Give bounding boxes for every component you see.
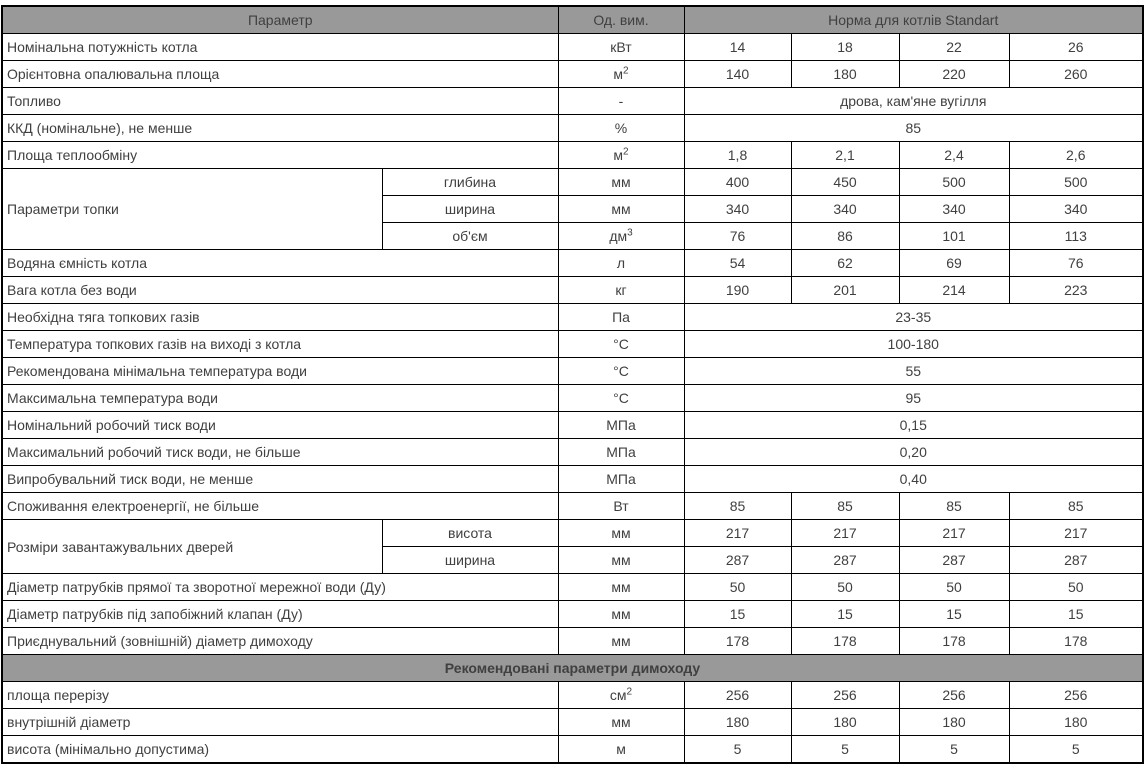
- unit-cell: °С: [558, 385, 684, 412]
- param-label-cell: Топливо: [2, 88, 558, 115]
- unit-cell: мм: [558, 169, 684, 196]
- value-cell: 180: [791, 709, 899, 736]
- param-label-cell: Максимальний робочий тиск води, не більше: [2, 439, 558, 466]
- param-label-cell: Випробувальний тиск води, не менше: [2, 466, 558, 493]
- value-cell: 5: [1009, 736, 1143, 764]
- table-row: [2, 439, 1143, 466]
- param-label-cell: Діаметр патрубків прямої та зворотної мережної води (Ду): [2, 574, 558, 601]
- table-row: [2, 655, 1143, 682]
- param-label-cell: висота (мінімально допустима): [2, 736, 558, 764]
- table-row: [2, 6, 1143, 34]
- value-cell: 500: [1009, 169, 1143, 196]
- value-cell: 178: [684, 628, 791, 655]
- value-cell: 15: [899, 601, 1009, 628]
- value-cell: 214: [899, 277, 1009, 304]
- param-label-cell: Необхідна тяга топкових газів: [2, 304, 558, 331]
- value-cell: 26: [1009, 34, 1143, 61]
- value-cell: 217: [1009, 520, 1143, 547]
- table-row: [2, 385, 1143, 412]
- table-row: [2, 466, 1143, 493]
- param-label-cell: Параметри топки: [2, 169, 382, 250]
- param-label-cell: Водяна ємність котла: [2, 250, 558, 277]
- value-cell: 85: [684, 493, 791, 520]
- value-cell: 500: [899, 169, 1009, 196]
- param-label-cell: Приєднувальний (зовнішній) діаметр димоходу: [2, 628, 558, 655]
- value-cell: 340: [899, 196, 1009, 223]
- table-row: [2, 736, 1143, 764]
- value-cell: 220: [899, 61, 1009, 88]
- value-cell: 178: [1009, 628, 1143, 655]
- value-cell: 450: [791, 169, 899, 196]
- param-label-cell: Вага котла без води: [2, 277, 558, 304]
- value-cell: 5: [791, 736, 899, 764]
- value-cell: 180: [899, 709, 1009, 736]
- param-label-cell: Номінальна потужність котла: [2, 34, 558, 61]
- value-cell: 2,4: [899, 142, 1009, 169]
- value-cell: 50: [791, 574, 899, 601]
- sub-param-label-cell: ширина: [382, 547, 558, 574]
- unit-cell: $м^2$: [558, 61, 684, 88]
- unit-cell: мм: [558, 601, 684, 628]
- unit-cell: Вт: [558, 493, 684, 520]
- table-row: [2, 115, 1143, 142]
- param-label-cell: Площа теплообміну: [2, 142, 558, 169]
- value-cell: 95: [684, 385, 1143, 412]
- table-row: [2, 709, 1143, 736]
- value-cell: 85: [791, 493, 899, 520]
- value-cell: 287: [684, 547, 791, 574]
- value-cell: 340: [1009, 196, 1143, 223]
- value-cell: дрова, кам'яне вугілля: [684, 88, 1143, 115]
- value-cell: 18: [791, 34, 899, 61]
- value-cell: 178: [791, 628, 899, 655]
- value-cell: 201: [791, 277, 899, 304]
- value-cell: 287: [791, 547, 899, 574]
- column-header-cell: Од. вим.: [558, 6, 684, 34]
- value-cell: 217: [684, 520, 791, 547]
- param-label-cell: внутрішній діаметр: [2, 709, 558, 736]
- value-cell: 55: [684, 358, 1143, 385]
- value-cell: 287: [899, 547, 1009, 574]
- spec-table-body: [2, 6, 1143, 763]
- value-cell: 15: [1009, 601, 1143, 628]
- unit-cell: $см^2$: [558, 682, 684, 709]
- param-label-cell: Рекомендована мінімальна температура води: [2, 358, 558, 385]
- unit-cell: мм: [558, 520, 684, 547]
- value-cell: 256: [899, 682, 1009, 709]
- value-cell: 15: [791, 601, 899, 628]
- param-label-cell: Споживання електроенергії, не більше: [2, 493, 558, 520]
- param-label-cell: ККД (номінальне), не менше: [2, 115, 558, 142]
- value-cell: 100-180: [684, 331, 1143, 358]
- sub-param-label-cell: ширина: [382, 196, 558, 223]
- value-cell: 23-35: [684, 304, 1143, 331]
- unit-cell: кВт: [558, 34, 684, 61]
- unit-cell: %: [558, 115, 684, 142]
- param-label-cell: Температура топкових газів на виході з котла: [2, 331, 558, 358]
- unit-cell: °С: [558, 331, 684, 358]
- table-row: [2, 628, 1143, 655]
- table-row: [2, 601, 1143, 628]
- table-row: [2, 88, 1143, 115]
- unit-cell: МПа: [558, 439, 684, 466]
- table-row: [2, 277, 1143, 304]
- table-row: [2, 520, 1143, 547]
- value-cell: 76: [684, 223, 791, 250]
- param-label-cell: Максимальна температура води: [2, 385, 558, 412]
- sub-param-label-cell: висота: [382, 520, 558, 547]
- value-cell: 180: [1009, 709, 1143, 736]
- value-cell: 287: [1009, 547, 1143, 574]
- unit-cell: °С: [558, 358, 684, 385]
- value-cell: 2,6: [1009, 142, 1143, 169]
- unit-cell: МПа: [558, 466, 684, 493]
- param-label-cell: Номінальний робочий тиск води: [2, 412, 558, 439]
- value-cell: 0,40: [684, 466, 1143, 493]
- value-cell: 140: [684, 61, 791, 88]
- value-cell: 223: [1009, 277, 1143, 304]
- unit-cell: мм: [558, 628, 684, 655]
- value-cell: 15: [684, 601, 791, 628]
- param-label-cell: Розміри завантажувальних дверей: [2, 520, 382, 574]
- unit-cell: мм: [558, 196, 684, 223]
- value-cell: 50: [684, 574, 791, 601]
- boiler-spec-table: [1, 5, 1144, 764]
- table-row: [2, 331, 1143, 358]
- value-cell: 85: [684, 115, 1143, 142]
- value-cell: 340: [684, 196, 791, 223]
- value-cell: 50: [1009, 574, 1143, 601]
- value-cell: 5: [899, 736, 1009, 764]
- sub-param-label-cell: об'єм: [382, 223, 558, 250]
- value-cell: 5: [684, 736, 791, 764]
- table-row: [2, 250, 1143, 277]
- value-cell: 1,8: [684, 142, 791, 169]
- value-cell: 260: [1009, 61, 1143, 88]
- unit-cell: -: [558, 88, 684, 115]
- section-header-cell: Рекомендовані параметри димоходу: [2, 655, 1143, 682]
- value-cell: 22: [899, 34, 1009, 61]
- value-cell: 178: [899, 628, 1009, 655]
- unit-cell: Па: [558, 304, 684, 331]
- param-label-cell: Діаметр патрубків під запобіжний клапан (Ду): [2, 601, 558, 628]
- value-cell: 340: [791, 196, 899, 223]
- value-cell: 0,20: [684, 439, 1143, 466]
- value-cell: 0,15: [684, 412, 1143, 439]
- column-header-cell: Параметр: [2, 6, 558, 34]
- value-cell: 86: [791, 223, 899, 250]
- table-row: [2, 142, 1143, 169]
- unit-cell: $м^2$: [558, 142, 684, 169]
- table-row: [2, 304, 1143, 331]
- value-cell: 2,1: [791, 142, 899, 169]
- param-label-cell: Орієнтовна опалювальна площа: [2, 61, 558, 88]
- unit-cell: $дм^3$: [558, 223, 684, 250]
- table-row: [2, 61, 1143, 88]
- table-row: [2, 493, 1143, 520]
- value-cell: 69: [899, 250, 1009, 277]
- unit-cell: мм: [558, 709, 684, 736]
- unit-cell: м: [558, 736, 684, 764]
- value-cell: 256: [1009, 682, 1143, 709]
- unit-cell: МПа: [558, 412, 684, 439]
- table-row: [2, 358, 1143, 385]
- value-cell: 54: [684, 250, 791, 277]
- value-cell: 101: [899, 223, 1009, 250]
- table-row: [2, 169, 1143, 196]
- value-cell: 85: [1009, 493, 1143, 520]
- unit-cell: л: [558, 250, 684, 277]
- value-cell: 217: [791, 520, 899, 547]
- sub-param-label-cell: глибина: [382, 169, 558, 196]
- value-cell: 190: [684, 277, 791, 304]
- column-header-cell: Норма для котлів Standart: [684, 6, 1143, 34]
- param-label-cell: площа перерізу: [2, 682, 558, 709]
- table-row: [2, 34, 1143, 61]
- value-cell: 50: [899, 574, 1009, 601]
- value-cell: 180: [684, 709, 791, 736]
- value-cell: 76: [1009, 250, 1143, 277]
- value-cell: 400: [684, 169, 791, 196]
- table-row: [2, 682, 1143, 709]
- value-cell: 180: [791, 61, 899, 88]
- unit-cell: мм: [558, 547, 684, 574]
- value-cell: 85: [899, 493, 1009, 520]
- value-cell: 14: [684, 34, 791, 61]
- unit-cell: кг: [558, 277, 684, 304]
- table-row: [2, 574, 1143, 601]
- table-row: [2, 412, 1143, 439]
- unit-cell: мм: [558, 574, 684, 601]
- value-cell: 256: [791, 682, 899, 709]
- value-cell: 256: [684, 682, 791, 709]
- value-cell: 113: [1009, 223, 1143, 250]
- value-cell: 217: [899, 520, 1009, 547]
- value-cell: 62: [791, 250, 899, 277]
